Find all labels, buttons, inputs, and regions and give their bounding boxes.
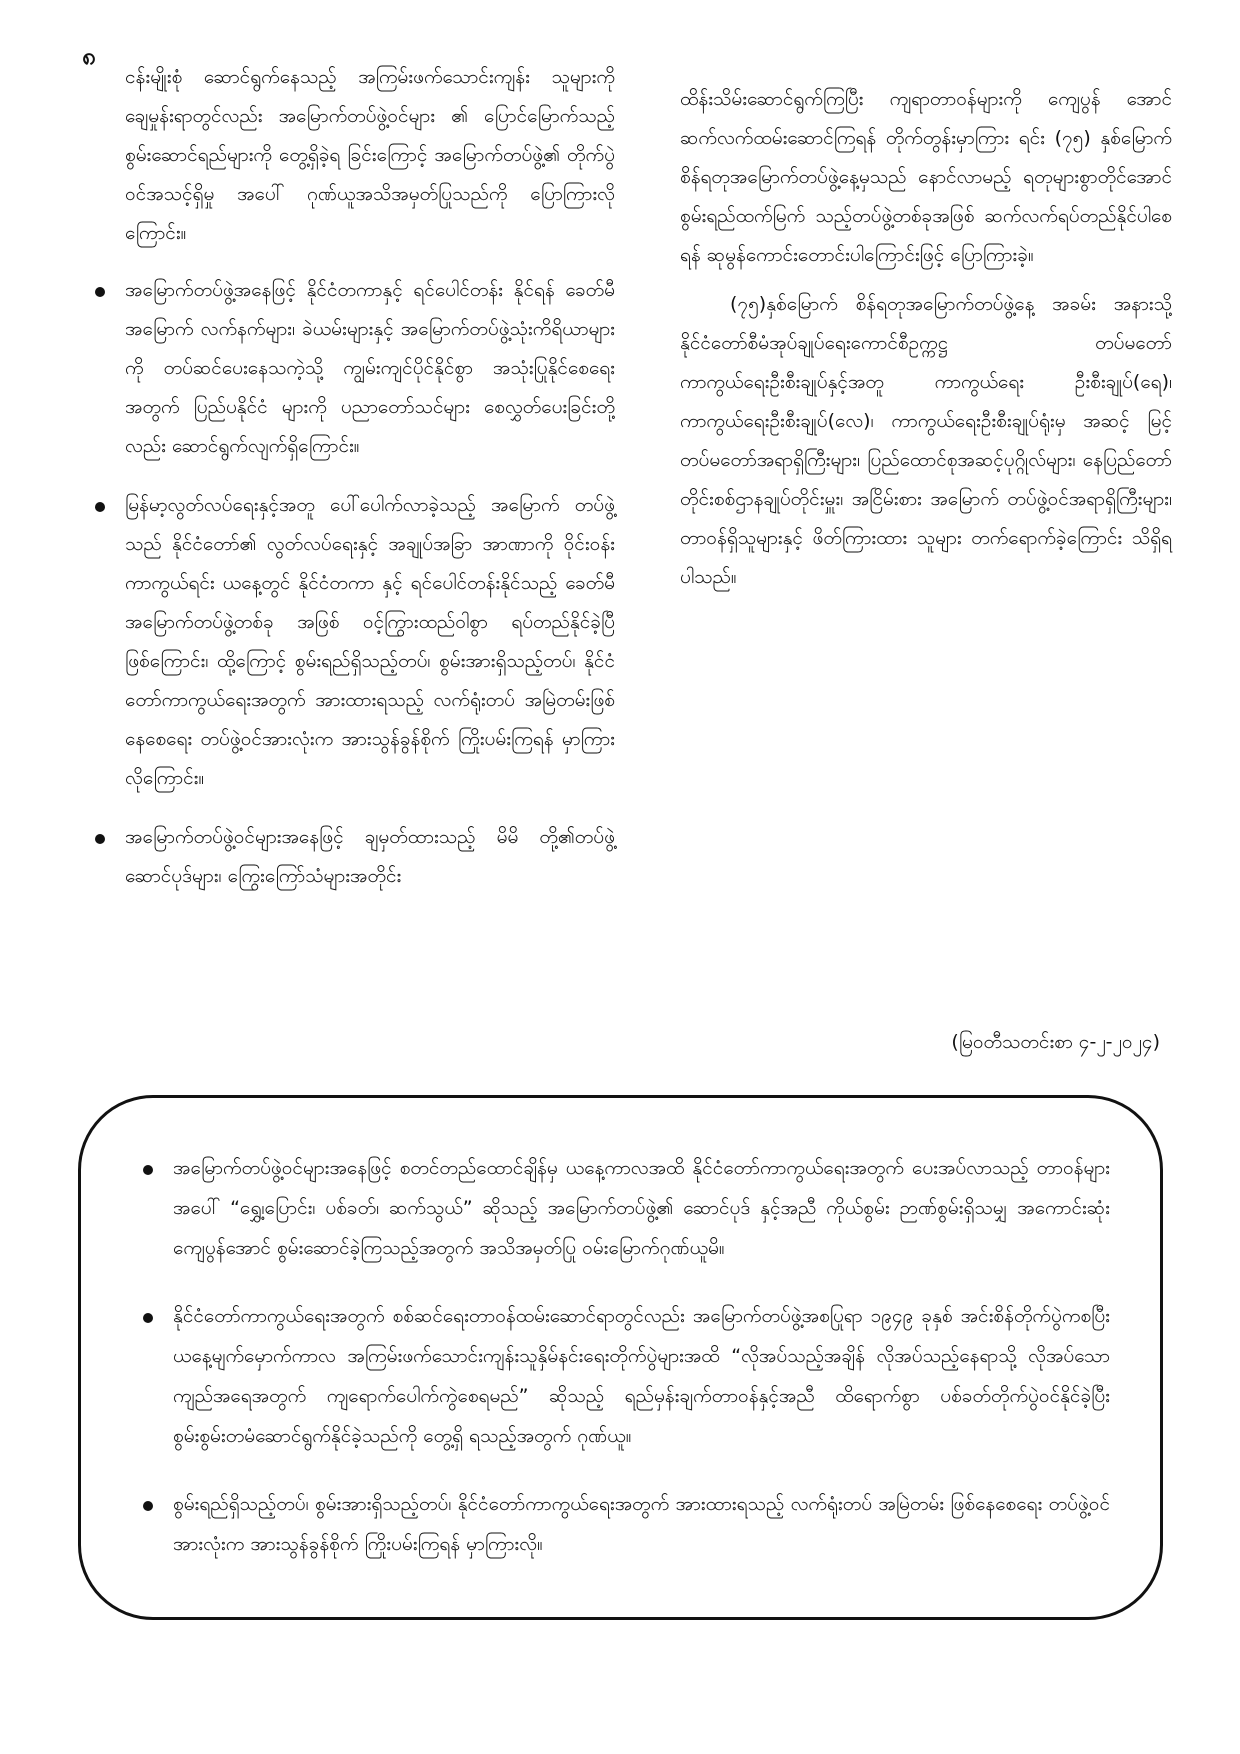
box-bullet-item [143, 1484, 1110, 1564]
bullet-item [95, 486, 615, 798]
source-citation: (မြဝတီသတင်းစာ ၄-၂-၂၀၂၄) [951, 1031, 1160, 1053]
box-bullet-text: စွမ်းရည်ရှိသည့်တပ်၊ စွမ်းအားရှိသည့်တပ်၊ နိုင်ငံတော်ကာကွယ်ရေးအတွက် အားထားရသည့် လက်ရုံးတပ် အမြဲတမ်း ဖြစ်နေစေရေး တပ်ဖွဲ့ဝင်အားလုံးက အားသွန်ခွန်စိုက် ကြိုးပမ်းကြရန် မှာကြားလို။ [173, 1493, 1110, 1555]
continued-paragraph: ငန်းမျိုးစုံ ဆောင်ရွက်နေသည့် အကြမ်းဖက်သောင်းကျန်း သူများကို ချေမှုန်းရာတွင်လည်း အမြောက်တပ်ဖွဲ့ဝင်များ ၏ ပြောင်မြောက်သည့် စွမ်းဆောင်ရည်များကို တွေ့ရှိခဲ့ရ ခြင်းကြောင့် အမြောက်တပ်ဖွဲ့၏ တိုက်ပွဲဝင်အသင့်ရှိမှု အပေါ် ဂုဏ်ယူအသိအမှတ်ပြုသည်ကို ပြောကြားလိုကြောင်း။ [125, 66, 615, 244]
bullet-icon [95, 834, 105, 844]
bullet-item [95, 818, 615, 896]
bullet-icon [143, 1165, 153, 1175]
bullet-text: အမြောက်တပ်ဖွဲ့အနေဖြင့် နိုင်ငံတကာနှင့် ရင်ပေါင်တန်း နိုင်ရန် ခေတ်မီအမြောက် လက်နက်များ၊ ခဲယမ်းများနှင့် အမြောက်တပ်ဖွဲ့သုံးကိရိယာများကို တပ်ဆင်ပေးနေသကဲ့သို့ ကျွမ်းကျင်ပိုင်နိုင်စွာ အသုံးပြုနိုင်စေရေးအတွက် ပြည်ပနိုင်ငံ များကို ပညာတော်သင်များ စေလွှတ်ပေးခြင်းတို့လည်း ဆောင်ရွက်လျက်ရှိကြောင်း။ [125, 279, 615, 457]
bullet-icon [143, 1313, 153, 1323]
right-paragraph: (၇၅)နှစ်မြောက် စိန်ရတုအမြောက်တပ်ဖွဲ့နေ့ အခမ်း အနားသို့ နိုင်ငံတော်စီမံအုပ်ချုပ်ရေးကောင်စီဥက္ကဋ္ဌ တပ်မတော် ကာကွယ်ရေးဦးစီးချုပ်နှင့်အတူ ကာကွယ်ရေး ဦးစီးချုပ်(ရေ)၊ ကာကွယ်ရေးဦးစီးချုပ်(လေ)၊ ကာကွယ်ရေးဦးစီးချုပ်ရုံးမှ အဆင့် မြင့် တပ်မတော်အရာရှိကြီးများ၊ ပြည်ထောင်စုအဆင့်ပုဂ္ဂိုလ်များ၊ နေပြည်တော်တိုင်းစစ်ဌာနချုပ်တိုင်းမှူး၊ အငြိမ်းစား အမြောက် တပ်ဖွဲ့ဝင်အရာရှိကြီးများ၊ တာဝန်ရှိသူများနှင့် ဖိတ်ကြားထား သူများ တက်ရောက်ခဲ့ကြောင်း သိရှိရပါသည်။ [680, 293, 1172, 588]
bullet-icon [143, 1501, 153, 1511]
bullet-text: မြန်မာ့လွတ်လပ်ရေးနှင့်အတူ ပေါ်ပေါက်လာခဲ့သည့် အမြောက် တပ်ဖွဲ့သည် နိုင်ငံတော်၏ လွတ်လပ်ရေးနှင့် အချုပ်အခြာ အာဏာကို ဝိုင်းဝန်းကာကွယ်ရင်း ယနေ့တွင် နိုင်ငံတကာ နှင့် ရင်ပေါင်တန်းနိုင်သည့် ခေတ်မီအမြောက်တပ်ဖွဲ့တစ်ခု အဖြစ် ဝင့်ကြွားထည်ဝါစွာ ရပ်တည်နိုင်ခဲ့ပြီဖြစ်ကြောင်း၊ ထို့ကြောင့် စွမ်းရည်ရှိသည့်တပ်၊ စွမ်းအားရှိသည့်တပ်၊ နိုင်ငံ တော်ကာကွယ်ရေးအတွက် အားထားရသည့် လက်ရုံးတပ် အမြဲတမ်းဖြစ်နေစေရေး တပ်ဖွဲ့ဝင်အားလုံးက အားသွန်ခွန်စိုက် ကြိုးပမ်းကြရန် မှာကြားလိုကြောင်း။ [125, 494, 615, 789]
right-column [680, 80, 1172, 607]
box-bullet-item [143, 1148, 1110, 1268]
bullet-icon [95, 287, 105, 297]
page-number: ၈ [82, 42, 96, 70]
box-bullet-text: နိုင်ငံတော်ကာကွယ်ရေးအတွက် စစ်ဆင်ရေးတာဝန်ထမ်းဆောင်ရာတွင်လည်း အမြောက်တပ်ဖွဲ့အစပြုရာ ၁၉၄၉ ခုနှစ် အင်းစိန်တိုက်ပွဲကစပြီး ယနေ့မျက်မှောက်ကာလ အကြမ်းဖက်သောင်းကျန်းသူနှိမ်နင်းရေးတိုက်ပွဲများအထိ “လိုအပ်သည့်အချိန် လိုအပ်သည့်နေရာသို့ လိုအပ်သောကျည်အရေအတွက် ကျရောက်ပေါက်ကွဲစေရမည်” ဆိုသည့် ရည်မှန်းချက်တာဝန်နှင့်အညီ ထိရောက်စွာ ပစ်ခတ်တိုက်ပွဲဝင်နိုင်ခဲ့ပြီး စွမ်းစွမ်းတမံဆောင်ရွက်နိုင်ခဲ့သည်ကို တွေ့ရှိ ရသည့်အတွက် ဂုဏ်ယူ။ [173, 1305, 1110, 1447]
highlight-box [78, 1095, 1163, 1620]
box-bullet-item [143, 1296, 1110, 1456]
left-column [95, 58, 615, 916]
box-bullet-text: အမြောက်တပ်ဖွဲ့ဝင်များအနေဖြင့် စတင်တည်ထောင်ချိန်မှ ယနေ့ကာလအထိ နိုင်ငံတော်ကာကွယ်ရေးအတွက် ပေးအပ်လာသည့် တာဝန်များအပေါ် “ရွှေ့၊ပြောင်း၊ ပစ်ခတ်၊ ဆက်သွယ်” ဆိုသည့် အမြောက်တပ်ဖွဲ့၏ ဆောင်ပုဒ် နှင့်အညီ ကိုယ်စွမ်း ဉာဏ်စွမ်းရှိသမျှ အကောင်းဆုံးကျေပွန်အောင် စွမ်းဆောင်ခဲ့ကြသည့်အတွက် အသိအမှတ်ပြု ဝမ်းမြောက်ဂုဏ်ယူမိ။ [173, 1157, 1110, 1259]
bullet-text: အမြောက်တပ်ဖွဲ့ဝင်များအနေဖြင့် ချမှတ်ထားသည့် မိမိ တို့၏တပ်ဖွဲ့ဆောင်ပုဒ်များ၊ ကြွေးကြော်သံများအတိုင်း [125, 826, 615, 887]
bullet-icon [95, 502, 105, 512]
right-paragraph: ထိန်းသိမ်းဆောင်ရွက်ကြပြီး ကျရာတာဝန်များကို ကျေပွန် အောင် ဆက်လက်ထမ်းဆောင်ကြရန် တိုက်တွန်းမှာကြား ရင်း (၇၅) နှစ်မြောက် စိန်ရတုအမြောက်တပ်ဖွဲ့နေ့မှသည် နောင်လာမည့် ရတုများစွာတိုင်အောင် စွမ်းရည်ထက်မြက် သည့်တပ်ဖွဲ့တစ်ခုအဖြစ် ဆက်လက်ရပ်တည်နိုင်ပါစေရန် ဆုမွန်ကောင်းတောင်းပါကြောင်းဖြင့် ပြောကြားခဲ့။ [680, 88, 1172, 266]
bullet-item [95, 271, 615, 466]
